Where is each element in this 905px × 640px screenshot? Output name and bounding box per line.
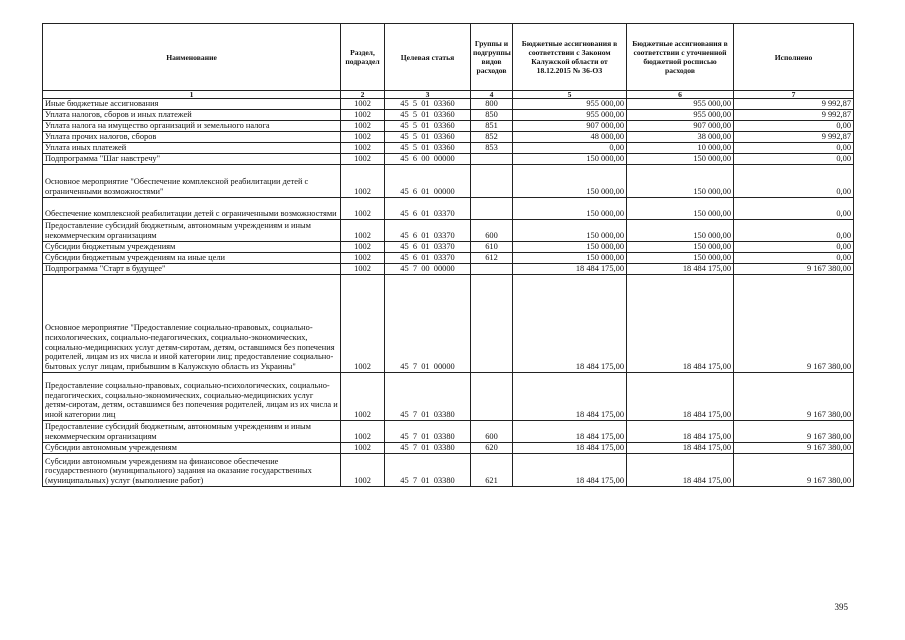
column-number: 1	[43, 91, 341, 99]
row-group: 612	[471, 253, 513, 264]
row-group: 800	[471, 99, 513, 110]
row-name: Иные бюджетные ассигнования	[43, 99, 341, 110]
row-target: 45 7 00 00000	[385, 264, 471, 275]
row-group: 600	[471, 421, 513, 443]
row-group: 610	[471, 242, 513, 253]
row-target: 45 6 01 03370	[385, 220, 471, 242]
header-row	[43, 24, 854, 91]
row-group	[471, 154, 513, 165]
row-group: 620	[471, 443, 513, 454]
row-law: 907 000,00	[513, 121, 627, 132]
row-section: 1002	[341, 110, 385, 121]
row-law: 150 000,00	[513, 198, 627, 220]
row-target: 45 5 01 03360	[385, 121, 471, 132]
header-law: Бюджетные ассигнования в соответствии с Законом Калужской области от 18.12.2015 № 36-ОЗ	[513, 24, 627, 91]
row-law: 18 484 175,00	[513, 454, 627, 487]
row-law: 150 000,00	[513, 253, 627, 264]
table-row	[43, 165, 854, 198]
row-target: 45 5 01 03360	[385, 110, 471, 121]
header-section: Раздел, подраздел	[341, 24, 385, 91]
row-section: 1002	[341, 121, 385, 132]
row-executed: 9 167 380,00	[734, 443, 854, 454]
row-group: 851	[471, 121, 513, 132]
row-target: 45 5 01 03360	[385, 143, 471, 154]
row-section: 1002	[341, 99, 385, 110]
row-target: 45 5 01 03360	[385, 132, 471, 143]
row-executed: 0,00	[734, 198, 854, 220]
budget-table	[42, 23, 854, 487]
row-refined: 38 000,00	[627, 132, 734, 143]
row-group: 600	[471, 220, 513, 242]
row-refined: 150 000,00	[627, 165, 734, 198]
column-number: 4	[471, 91, 513, 99]
table-row	[43, 198, 854, 220]
row-target: 45 7 01 03380	[385, 421, 471, 443]
row-refined: 10 000,00	[627, 143, 734, 154]
row-name: Предоставление субсидий бюджетным, автономным учреждениям и иным некоммерческим организациям	[43, 220, 341, 242]
header-group: Группы и подгруппы видов расходов	[471, 24, 513, 91]
row-name: Субсидии автономным учреждениям	[43, 443, 341, 454]
row-law: 150 000,00	[513, 220, 627, 242]
row-refined: 150 000,00	[627, 253, 734, 264]
row-law: 955 000,00	[513, 110, 627, 121]
row-law: 18 484 175,00	[513, 275, 627, 373]
row-executed: 9 167 380,00	[734, 275, 854, 373]
row-executed: 9 992,87	[734, 132, 854, 143]
row-target: 45 7 01 03380	[385, 454, 471, 487]
row-refined: 18 484 175,00	[627, 373, 734, 421]
row-section: 1002	[341, 143, 385, 154]
row-target: 45 6 01 03370	[385, 198, 471, 220]
row-name: Основное мероприятие "Обеспечение комплексной реабилитации детей с ограниченными возможностями"	[43, 165, 341, 198]
row-target: 45 6 01 03370	[385, 253, 471, 264]
column-number: 3	[385, 91, 471, 99]
row-target: 45 7 01 03380	[385, 443, 471, 454]
row-name: Предоставление социально-правовых, социально-психологических, социально-педагогических, социально-экономических, социально-медицинских услуг детям-сиротам, детям, оставшимся без попечения родителей, лицам из их числа и иной категории лиц	[43, 373, 341, 421]
row-name: Обеспечение комплексной реабилитации детей с ограниченными возможностями	[43, 198, 341, 220]
table-row	[43, 253, 854, 264]
row-target: 45 5 01 03360	[385, 99, 471, 110]
row-target: 45 7 01 03380	[385, 373, 471, 421]
row-executed: 9 167 380,00	[734, 373, 854, 421]
table-row	[43, 454, 854, 487]
row-executed: 9 992,87	[734, 99, 854, 110]
page-number: 395	[834, 602, 848, 612]
row-executed: 0,00	[734, 121, 854, 132]
table-row	[43, 154, 854, 165]
row-section: 1002	[341, 264, 385, 275]
row-target: 45 6 00 00000	[385, 154, 471, 165]
row-executed: 9 992,87	[734, 110, 854, 121]
table-row	[43, 143, 854, 154]
row-name: Субсидии бюджетным учреждениям	[43, 242, 341, 253]
row-refined: 955 000,00	[627, 110, 734, 121]
row-section: 1002	[341, 220, 385, 242]
row-refined: 150 000,00	[627, 220, 734, 242]
header-target: Целевая статья	[385, 24, 471, 91]
row-group	[471, 165, 513, 198]
row-law: 48 000,00	[513, 132, 627, 143]
row-target: 45 6 01 00000	[385, 165, 471, 198]
row-group	[471, 264, 513, 275]
row-law: 18 484 175,00	[513, 443, 627, 454]
row-section: 1002	[341, 421, 385, 443]
row-section: 1002	[341, 373, 385, 421]
row-section: 1002	[341, 154, 385, 165]
row-section: 1002	[341, 242, 385, 253]
row-refined: 150 000,00	[627, 198, 734, 220]
row-executed: 0,00	[734, 154, 854, 165]
row-name: Уплата налога на имущество организаций и земельного налога	[43, 121, 341, 132]
row-name: Субсидии бюджетным учреждениям на иные цели	[43, 253, 341, 264]
row-section: 1002	[341, 454, 385, 487]
row-section: 1002	[341, 165, 385, 198]
row-section: 1002	[341, 132, 385, 143]
row-law: 0,00	[513, 143, 627, 154]
row-executed: 0,00	[734, 143, 854, 154]
row-law: 18 484 175,00	[513, 264, 627, 275]
column-number: 2	[341, 91, 385, 99]
row-executed: 0,00	[734, 220, 854, 242]
row-name: Уплата налогов, сборов и иных платежей	[43, 110, 341, 121]
row-law: 18 484 175,00	[513, 373, 627, 421]
row-law: 150 000,00	[513, 242, 627, 253]
row-target: 45 7 01 00000	[385, 275, 471, 373]
table-row	[43, 264, 854, 275]
row-law: 150 000,00	[513, 154, 627, 165]
column-number: 7	[734, 91, 854, 99]
row-name: Предоставление субсидий бюджетным, автономным учреждениям и иным некоммерческим организациям	[43, 421, 341, 443]
row-name: Субсидии автономным учреждениям на финансовое обеспечение государственного (муниципального) задания на оказание государственных (муниципальных) услуг (выполнение работ)	[43, 454, 341, 487]
row-law: 18 484 175,00	[513, 421, 627, 443]
row-section: 1002	[341, 253, 385, 264]
row-refined: 907 000,00	[627, 121, 734, 132]
row-executed: 0,00	[734, 165, 854, 198]
row-group	[471, 275, 513, 373]
row-refined: 150 000,00	[627, 154, 734, 165]
table-row	[43, 132, 854, 143]
row-executed: 9 167 380,00	[734, 454, 854, 487]
row-name: Основное мероприятие "Предоставление социально-правовых, социально-психологических, социально-педагогических, социально-экономических, социально-медицинских услуг детям-сиротам, детям, оставшимся без попечения родителей, лицам из их числа и иной категории лиц; предоставление социально-бытовых услуг лицам, прибывшим в Калужскую область из Украины"	[43, 275, 341, 373]
row-section: 1002	[341, 198, 385, 220]
row-section: 1002	[341, 443, 385, 454]
table-row	[43, 275, 854, 373]
row-target: 45 6 01 03370	[385, 242, 471, 253]
row-name: Подпрограмма "Старт в будущее"	[43, 264, 341, 275]
table-row	[43, 99, 854, 110]
row-name: Уплата иных платежей	[43, 143, 341, 154]
column-number: 5	[513, 91, 627, 99]
row-executed: 9 167 380,00	[734, 264, 854, 275]
row-refined: 18 484 175,00	[627, 443, 734, 454]
row-executed: 9 167 380,00	[734, 421, 854, 443]
row-executed: 0,00	[734, 253, 854, 264]
table-row	[43, 242, 854, 253]
table-body	[43, 99, 854, 487]
row-refined: 955 000,00	[627, 99, 734, 110]
table-row	[43, 220, 854, 242]
row-refined: 150 000,00	[627, 242, 734, 253]
row-law: 150 000,00	[513, 165, 627, 198]
row-refined: 18 484 175,00	[627, 275, 734, 373]
row-group: 852	[471, 132, 513, 143]
column-number: 6	[627, 91, 734, 99]
table-row	[43, 121, 854, 132]
table-row	[43, 443, 854, 454]
row-group: 621	[471, 454, 513, 487]
row-group	[471, 198, 513, 220]
header-executed: Исполнено	[734, 24, 854, 91]
row-executed: 0,00	[734, 242, 854, 253]
row-group	[471, 373, 513, 421]
table-row	[43, 421, 854, 443]
header-name: Наименование	[43, 24, 341, 91]
row-name: Подпрограмма "Шаг навстречу"	[43, 154, 341, 165]
table-row	[43, 110, 854, 121]
row-group: 850	[471, 110, 513, 121]
row-section: 1002	[341, 275, 385, 373]
column-number-row	[43, 91, 854, 99]
row-refined: 18 484 175,00	[627, 454, 734, 487]
row-name: Уплата прочих налогов, сборов	[43, 132, 341, 143]
header-refined: Бюджетные ассигнования в соответствии с уточненной бюджетной росписью расходов	[627, 24, 734, 91]
table-row	[43, 373, 854, 421]
row-refined: 18 484 175,00	[627, 421, 734, 443]
row-group: 853	[471, 143, 513, 154]
row-refined: 18 484 175,00	[627, 264, 734, 275]
row-law: 955 000,00	[513, 99, 627, 110]
